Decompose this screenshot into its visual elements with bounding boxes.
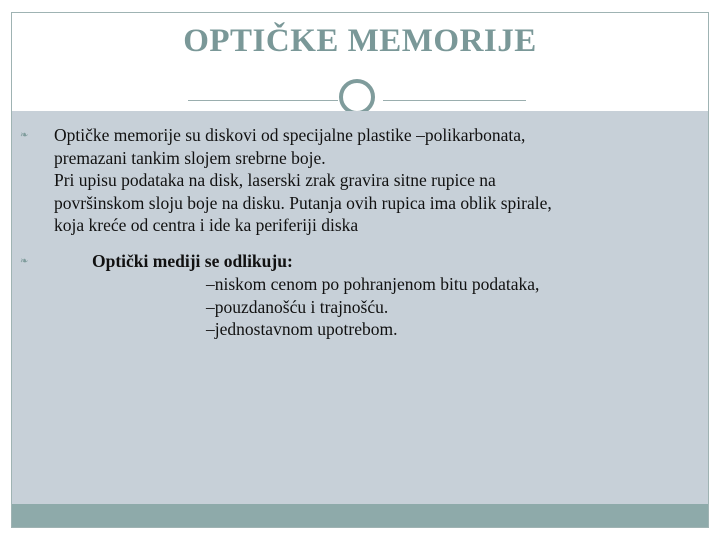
feature-item: –pouzdanošću i trajnošću. bbox=[206, 296, 389, 317]
paragraph-line: površinskom sloju boje na disku. Putanja ovih rupica ima oblik spirale, bbox=[54, 192, 552, 213]
feature-item: –niskom cenom po pohranjenom bitu podataka, bbox=[206, 274, 540, 294]
slide-title: OPTIČKE MEMORIJE bbox=[183, 23, 537, 59]
paragraph-line: Pri upisu podataka na disk, laserski zrak gravira sitne rupice na bbox=[54, 170, 496, 190]
title-divider-left bbox=[188, 100, 338, 101]
features-heading: Optički mediji se odlikuju: bbox=[92, 251, 293, 271]
ring-ornament-icon bbox=[339, 79, 375, 115]
features-list bbox=[206, 273, 539, 341]
feature-item: –jednostavnom upotrebom. bbox=[206, 319, 398, 339]
fleuron-bullet-icon: ❧ bbox=[20, 256, 29, 267]
fleuron-bullet-icon: ❧ bbox=[20, 130, 29, 141]
footer-band bbox=[12, 504, 708, 527]
paragraph-line: koja kreće od centra i ide ka periferiji diska bbox=[54, 215, 359, 235]
paragraph-line: premazani tankim slojem srebrne boje. bbox=[54, 147, 326, 168]
paragraph-line: Optičke memorije su diskovi od specijalne plastike –polikarbonata, bbox=[54, 125, 526, 145]
title-divider-right bbox=[383, 100, 526, 101]
paragraph-optical-memory bbox=[54, 124, 694, 237]
